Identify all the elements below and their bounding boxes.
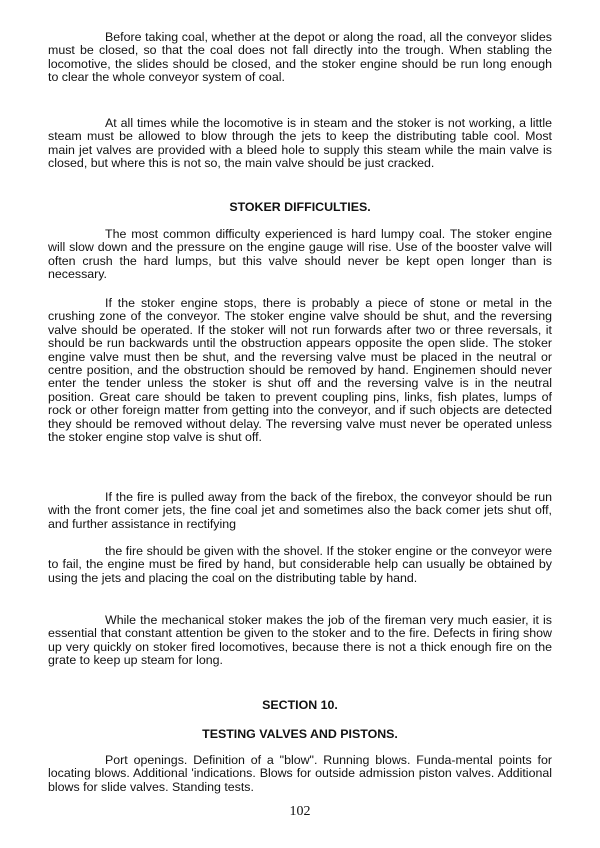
heading-testing-valves: TESTING VALVES AND PISTONS. xyxy=(202,727,398,741)
paragraph-lumpy-coal: The most common difficulty experienced is hard lumpy coal. The stoker engine will slow down and the pressure on the engine gauge will rise. Use of the booster valve will often crush the hard lumps, but this valve should never be kept open longer than is necessary. xyxy=(48,227,552,282)
paragraph-mechanical-stoker: While the mechanical stoker makes the job of the fireman very much easier, it is essential that constant attention be given to the stoker and to the fire. Defects in firing show up very quickly on stoker fired locomotives, because there is not a thick enough fire on the grate to keep up steam for long. xyxy=(48,613,552,668)
page-number: 102 xyxy=(289,804,311,819)
paragraph-stoker-stops: If the stoker engine stops, there is probably a piece of stone or metal in the crushing zone of the conveyor. The stoker engine valve should be shut, and the reversing valve should be operated. If the stoker will not run forwards after two or three reversals, it should be run backwards until the obstruction appears opposite the open slide. The stoker engine valve must then be shut, and the reversing valve must be placed in the neutral or centre position, and the obstruction should be removed by hand. Enginemen should never enter the tender unless the stoker is shut off and the reversing valve is in the neutral position. Great care should be taken to prevent coupling pins, links, fish plates, lumps of rock or other foreign matter from getting into the conveyor, and if such objects are detected they should be removed without delay. The reversing valve must never be operated unless the stoker engine stop valve is shut off. xyxy=(48,296,552,445)
paragraph-steam-jets: At all times while the locomotive is in steam and the stoker is not working, a little steam must be allowed to blow through the jets to keep the distributing table cool. Most main jet valves are provided with a bleed hole to supply this steam while the main valve is closed, but where this is not so, the main valve should be just cracked. xyxy=(48,116,552,171)
paragraph-fire-pulled-away: If the fire is pulled away from the back of the firebox, the conveyor should be run with the front comer jets, the fine coal jet and sometimes also the back comer jets shut off, and further assistance in rectifying xyxy=(48,490,552,531)
heading-stoker-difficulties: STOKER DIFFICULTIES. xyxy=(229,200,371,214)
heading-section-10: SECTION 10. xyxy=(262,698,338,712)
paragraph-fire-shovel: the fire should be given with the shovel. If the stoker engine or the conveyor were to fail, the engine must be fired by hand, but considerable help can usually be obtained by using the jets and placing the coal on the distributing table by hand. xyxy=(48,544,552,585)
paragraph-coal-slides: Before taking coal, whether at the depot or along the road, all the conveyor slides must be closed, so that the coal does not fall directly into the trough. When stabling the locomotive, the slides should be closed, and the stoker engine should be run long enough to clear the whole conveyor system of coal. xyxy=(48,30,552,85)
paragraph-section-summary: Port openings. Definition of a "blow". Running blows. Funda-mental points for locating blows. Additional 'indications. Blows for outside admission piston valves. Additional blows for slide valves. Standing tests. xyxy=(48,753,552,794)
